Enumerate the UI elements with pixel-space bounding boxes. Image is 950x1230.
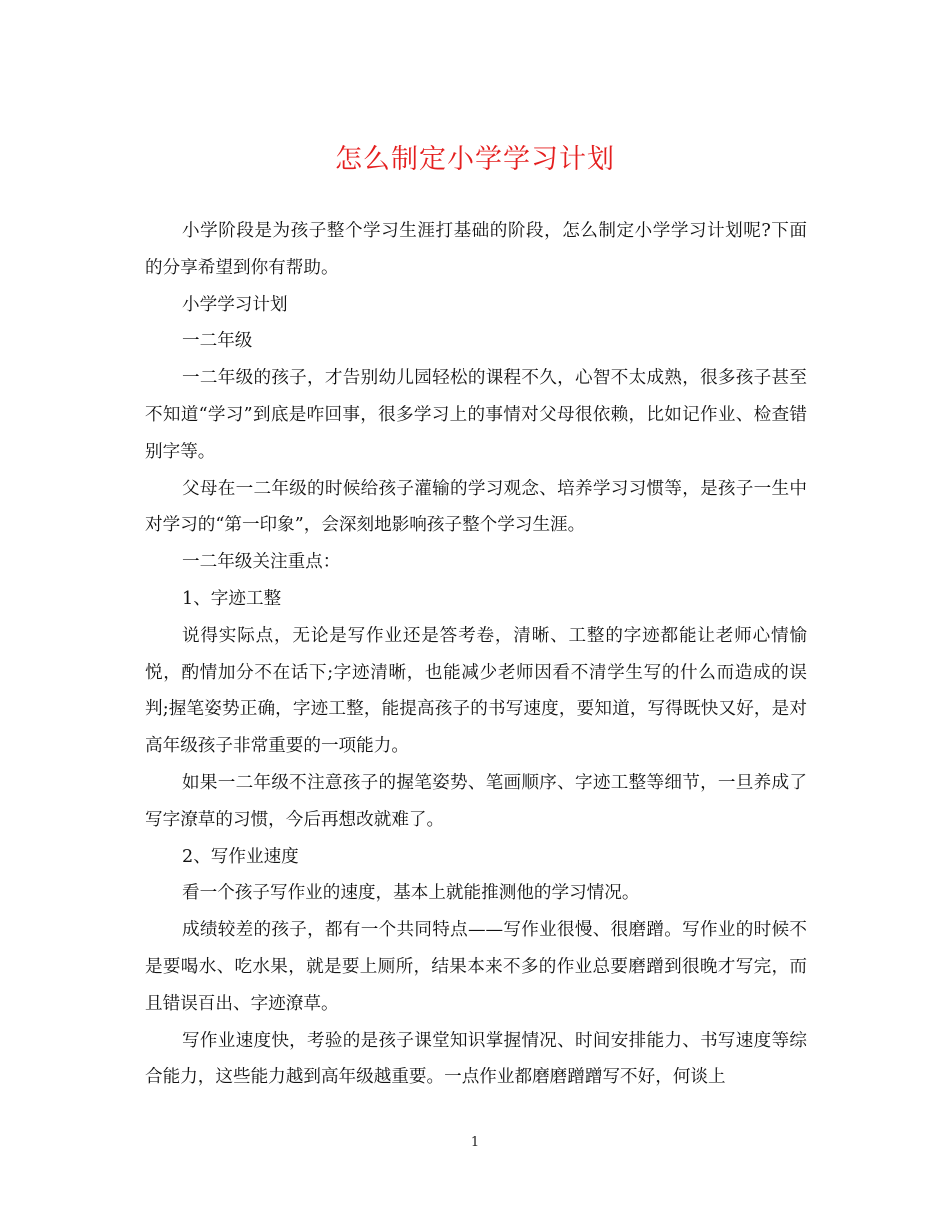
paragraph-homework-speed-intro: 看一个孩子写作业的速度，基本上就能推测他的学习情况。 xyxy=(182,883,640,904)
page-number: 1 xyxy=(470,1135,480,1150)
document-body xyxy=(145,213,807,1096)
paragraph-handwriting-detail: 说得实际点，无论是写作业还是答考卷，清晰、工整的字迹都能让老师心情愉悦，酌情加分不在话下;字迹清晰，也能减少老师因看不清学生写的什么而造成的误判;握笔姿势正确，字迹工整，能提高孩子的书写速度，要知道，写得既快又好，是对高年级孩子非常重要的一项能力。 xyxy=(145,625,807,757)
list-heading-homework-speed: 2、写作业速度 xyxy=(182,846,299,867)
paragraph-handwriting-habit: 如果一二年级不注意孩子的握笔姿势、笔画顺序、字迹工整等细节，一旦养成了写字潦草的习惯，今后再想改就难了。 xyxy=(145,772,807,830)
section-heading-study-plan: 小学学习计划 xyxy=(182,294,288,315)
paragraph-slow-students: 成绩较差的孩子，都有一个共同特点——写作业很慢、很磨蹭。写作业的时候不是要喝水、吃水果，就是要上厕所，结果本来不多的作业总要磨蹭到很晚才写完，而且错误百出、字迹潦草。 xyxy=(145,920,807,1014)
list-heading-handwriting: 1、字迹工整 xyxy=(182,588,282,609)
section-heading-key-points: 一二年级关注重点： xyxy=(182,552,341,573)
document-title: 怎么制定小学学习计划 xyxy=(335,144,615,175)
section-heading-grade-1-2: 一二年级 xyxy=(182,331,253,352)
paragraph-fast-homework: 写作业速度快，考验的是孩子课堂知识掌握情况、时间安排能力、书写速度等综合能力，这些能力越到高年级越重要。一点作业都磨磨蹭蹭写不好，何谈上 xyxy=(145,1030,807,1088)
paragraph-parents-influence: 父母在一二年级的时候给孩子灌输的学习观念、培养学习习惯等，是孩子一生中对学习的“第一印象”，会深刻地影响孩子整个学习生涯。 xyxy=(145,478,807,536)
paragraph-grade-1-2-children: 一二年级的孩子，才告别幼儿园轻松的课程不久，心智不太成熟，很多孩子甚至不知道“学习”到底是咋回事，很多学习上的事情对父母很依赖，比如记作业、检查错别字等。 xyxy=(145,368,807,462)
paragraph-intro: 小学阶段是为孩子整个学习生涯打基础的阶段，怎么制定小学学习计划呢?下面的分享希望到你有帮助。 xyxy=(145,221,807,278)
